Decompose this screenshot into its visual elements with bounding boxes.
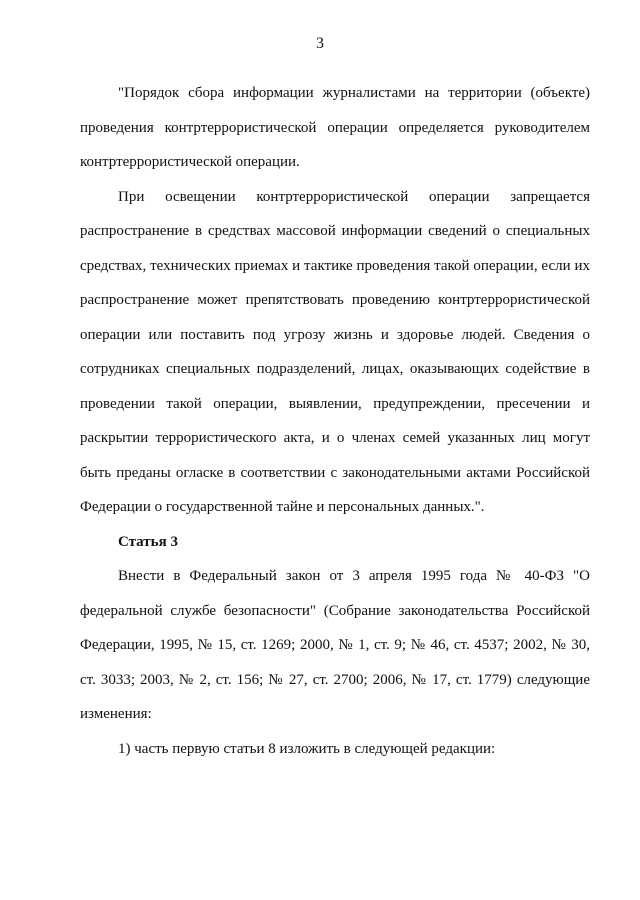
article-heading: Статья 3 bbox=[118, 533, 178, 550]
paragraph-amendment-intro: Внести в Федеральный закон от 3 апреля 1995 года № 40-ФЗ "О федеральной службе безопасности" (Собрание законодательства Российской Федерации, 1995, № 15, ст. 1269; 2000, № 1, ст. 9; № 46, ст. 4537; 2002, № 30, ст. 3033; 2003, № 2, ст. 156; № 27, ст. 2700; 2006, № 17, ст. 1779) следующие изменения: bbox=[80, 568, 590, 722]
paragraph-journalists-procedure: "Порядок сбора информации журналистами на территории (объекте) проведения контртеррористической операции определяется руководителем контртеррористической операции. bbox=[80, 85, 590, 170]
paragraph-coverage-restrictions: При освещении контртеррористической операции запрещается распространение в средствах массовой информации сведений о специальных средствах, технических приемах и тактике проведения такой операции, если их распространение может препятствовать проведению контртеррористической операции или поставить под угрозу жизнь и здоровье людей. Сведения о сотрудниках специальных подразделений, лицах, оказывающих содействие в проведении такой операции, выявлении, предупреждении, пресечении и раскрытии террористического акта, и о членах семей указанных лиц могут быть преданы огласке в соответствии с законодательными актами Российской Федерации о государственной тайне и персональных данных.". bbox=[80, 188, 590, 515]
paragraph-amendment-item-1: 1) часть первую статьи 8 изложить в следующей редакции: bbox=[118, 740, 496, 757]
page-number: 3 bbox=[316, 35, 324, 52]
document-body bbox=[80, 76, 590, 766]
